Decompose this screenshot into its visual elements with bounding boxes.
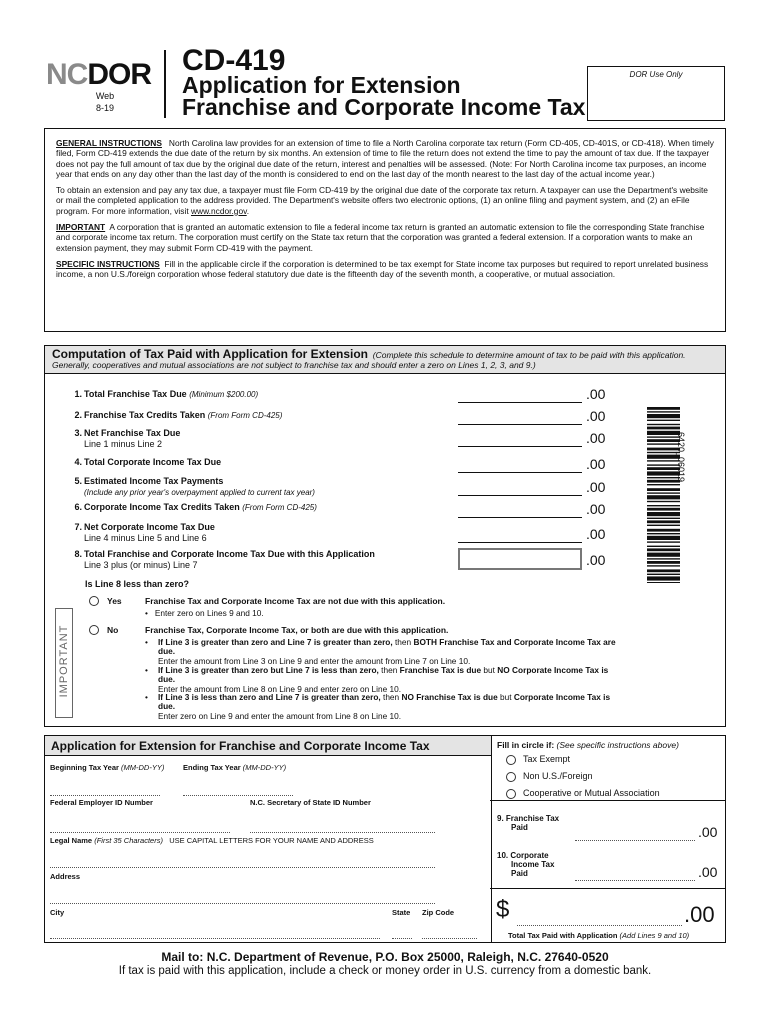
no-radio[interactable] <box>89 625 99 635</box>
line-number: 3. <box>74 428 82 438</box>
no-b3-instruction: Enter zero on Line 9 and enter the amount from Line 8 on Line 10. <box>158 710 402 721</box>
computation-note: (Complete this schedule to determine amount of tax to be paid with this application. Generally, cooperatives and mutual associations are not subject to franchise tax and should enter a zero on Lines 1, 2, 3, and 9.) <box>52 350 686 370</box>
line-number: 4. <box>74 457 82 467</box>
instructions-box <box>44 128 726 332</box>
line-text <box>84 549 375 571</box>
line10-num: 10. <box>497 851 509 860</box>
city-label <box>50 908 64 917</box>
barcode-number: 6420_06019 <box>676 432 686 483</box>
logo-nc: NC <box>46 58 88 91</box>
specific-heading: SPECIFIC INSTRUCTIONS <box>56 258 160 269</box>
line-2-amount-field[interactable] <box>458 412 582 425</box>
no-text: Franchise Tax, Corporate Income Tax, or both are due with this application. <box>145 625 449 635</box>
line-4-cents: .00 <box>586 456 606 472</box>
important-heading: IMPORTANT <box>56 222 106 233</box>
computation-heading: Computation of Tax Paid with Application for Extension <box>52 347 369 361</box>
address-label-text: Address <box>50 872 81 881</box>
important-instructions <box>56 222 714 253</box>
line8-amount-box[interactable] <box>458 548 582 570</box>
line-sub: Line 3 plus (or minus) Line 7 <box>84 560 198 570</box>
no-b3-result2: Corporate Income Tax is due. <box>158 692 611 712</box>
no-b2-but: but <box>483 665 495 675</box>
line9-amount-field[interactable] <box>575 830 695 841</box>
line-note: (From Form CD-425) <box>207 411 283 420</box>
line-5-amount-field[interactable] <box>458 483 582 496</box>
no-b1-instruction: Enter the amount from Line 3 on Line 9 and enter the amount from Line 7 on Line 10. <box>158 655 471 666</box>
line10-label <box>497 851 554 878</box>
line-text <box>84 522 215 544</box>
line-label: Franchise Tax Credits Taken <box>84 410 206 420</box>
dor-use-only-box <box>587 66 725 121</box>
line-8-cents: .00 <box>586 552 606 568</box>
entity-option-radio-2[interactable] <box>506 772 516 782</box>
important-sidebar <box>55 608 73 718</box>
line-7-cents: .00 <box>586 526 606 542</box>
fein-label <box>50 798 153 807</box>
ending-tax-year-field[interactable] <box>183 785 293 796</box>
no-b1-cond: If Line 3 is greater than zero and Line 7 is greater than zero, <box>158 637 393 647</box>
web-date: 8-19 <box>95 103 114 113</box>
line10-cents: .00 <box>698 864 718 880</box>
no-b2-result2: NO Corporate Income Tax is due. <box>158 665 609 685</box>
legal-name-label <box>50 836 374 845</box>
fill-divider <box>490 800 726 801</box>
dor-use-only-label: DOR Use Only <box>629 70 683 79</box>
yes-bullet: • Enter zero on Lines 9 and 10. <box>145 608 264 618</box>
line-3-amount-field[interactable] <box>458 434 582 447</box>
line-2-cents: .00 <box>586 408 606 424</box>
mail-to-address: Mail to: N.C. Department of Revenue, P.O. Box 25000, Raleigh, N.C. 27640-0520 <box>161 950 609 964</box>
line9-num: 9. <box>497 814 504 823</box>
zip-label-text: Zip Code <box>422 908 455 917</box>
form-title-line1: Application for Extension <box>182 72 461 98</box>
payment-note: If tax is paid with this application, include a check or money order in U.S. currency from a domestic bank. <box>118 965 652 977</box>
yes-label: Yes <box>107 596 122 606</box>
line-sub: Line 1 minus Line 2 <box>84 439 163 449</box>
logo-dor: DOR <box>87 58 152 91</box>
line-1-cents: .00 <box>586 386 606 402</box>
legal-name-label-text: Legal Name <box>50 836 93 845</box>
yes-bullet-text: Enter zero on Lines 9 and 10. <box>154 608 264 618</box>
line8-question: Is Line 8 less than zero? <box>85 579 190 589</box>
line-label: Net Franchise Tax Due <box>84 428 181 438</box>
state-label <box>392 908 410 917</box>
line-text <box>84 502 317 513</box>
begin-format: (MM-DD-YY) <box>121 763 165 772</box>
entity-option-radio-3[interactable] <box>506 789 516 799</box>
line-6-amount-field[interactable] <box>458 505 582 518</box>
city-field[interactable] <box>50 928 380 939</box>
important-sidebar-label: IMPORTANT <box>58 624 70 698</box>
obtain-instructions: To obtain an extension and pay any tax due, a taxpayer must file Form CD-419 by the original due date of the corporate tax return. A taxpayer can use the Department's website or mail the completed application to the address provided. The Department's website offers two electronic options, (1) an online filing and payment system, and (2) an eFile program. For more information, visit www.ncdor.gov. <box>56 185 708 216</box>
beginning-tax-year-label <box>50 763 164 772</box>
line-label: Net Corporate Income Tax Due <box>84 522 215 532</box>
line9-label <box>497 814 559 832</box>
line-6-cents: .00 <box>586 501 606 517</box>
line-number: 6. <box>74 502 82 512</box>
no-bullet-1: • If Line 3 is greater than zero and Line 7 is greater than zero, then BOTH Franchise Tax and Corporate Income Tax are due. Enter the amount from Line 3 on Line 9 and enter the amount from Line 7 on Line 10. <box>145 637 616 666</box>
no-b2-then: then <box>381 665 398 675</box>
line-text <box>84 410 282 421</box>
line9-label2: Paid <box>511 823 528 832</box>
specific-text: Fill in the applicable circle if the corporation is determined to be tax exempt for State income tax purposes but required to report unrelated business income, a non U.S./foreign corporation whose federal statutory due date is the fifteenth day of the seventh month, a cooperative, or mutual association. <box>56 258 709 280</box>
line-label: Total Franchise and Corporate Income Tax Due with this Application <box>84 549 375 559</box>
line9-label1: Franchise Tax <box>505 814 560 823</box>
no-b1-then: then <box>395 637 412 647</box>
end-format: (MM-DD-YY) <box>242 763 287 772</box>
no-b2-result: Franchise Tax is due <box>399 665 482 675</box>
line-text <box>84 457 221 468</box>
yes-radio[interactable] <box>89 596 99 606</box>
line-text <box>84 476 315 498</box>
general-instructions <box>56 138 714 179</box>
no-label: No <box>107 625 119 635</box>
zip-label <box>422 908 454 917</box>
beginning-tax-year-field[interactable] <box>50 785 160 796</box>
city-label-text: City <box>50 908 65 917</box>
state-field[interactable] <box>392 928 412 939</box>
entity-option-label-1: Tax Exempt <box>523 754 571 764</box>
end-label-text: Ending Tax Year <box>183 763 241 772</box>
general-heading: GENERAL INSTRUCTIONS <box>56 138 162 148</box>
line-text <box>84 428 180 450</box>
no-b3-but: but <box>500 692 512 702</box>
total-note: (Add Lines 9 and 10) <box>619 931 690 940</box>
address-label <box>50 872 80 881</box>
line10-amount-field[interactable] <box>575 870 695 881</box>
form-title-line2: Franchise and Corporate Income Tax <box>182 94 586 120</box>
zip-field[interactable] <box>422 928 477 939</box>
line-sub: Line 4 minus Line 5 and Line 6 <box>84 533 207 543</box>
line-label: Total Franchise Tax Due <box>84 389 187 399</box>
no-b3-then: then <box>383 692 400 702</box>
application-heading: Application for Extension for Franchise and Corporate Income Tax <box>45 736 491 756</box>
form-number: CD-419 <box>182 44 286 77</box>
line-5-cents: .00 <box>586 479 606 495</box>
specific-instructions <box>56 259 714 280</box>
header-divider <box>164 50 166 118</box>
sos-id-field[interactable] <box>250 822 435 833</box>
entity-option-radio-1[interactable] <box>506 755 516 765</box>
line-label: Total Corporate Income Tax Due <box>84 457 222 467</box>
line9-cents: .00 <box>698 824 718 840</box>
total-label <box>508 931 689 940</box>
total-label-text: Total Tax Paid with Application <box>508 931 618 940</box>
line-label: Corporate Income Tax Credits Taken <box>84 502 240 512</box>
no-b2-instruction: Enter the amount from Line 8 on Line 9 and enter zero on Line 10. <box>158 683 402 694</box>
no-bullet-3: • If Line 3 is less than zero and Line 7 is greater than zero, then NO Franchise Tax is due but Corporate Income Tax is due. Enter zero on Line 9 and enter the amount from Line 8 on Line 10. <box>145 692 611 721</box>
address-field[interactable] <box>50 893 435 904</box>
begin-label-text: Beginning Tax Year <box>50 763 119 772</box>
line-label: Estimated Income Tax Payments <box>84 476 224 486</box>
entity-option-label-2: Non U.S./Foreign <box>523 771 593 781</box>
fill-circle-heading <box>497 740 679 750</box>
entity-option-label-3: Cooperative or Mutual Association <box>523 788 660 798</box>
line-4-amount-field[interactable] <box>458 460 582 473</box>
legal-name-field[interactable] <box>50 857 435 868</box>
yes-text: Franchise Tax and Corporate Income Tax are not due with this application. <box>145 596 446 606</box>
line-note: (From Form CD-425) <box>242 503 317 512</box>
total-divider <box>490 888 726 889</box>
web-label: Web <box>95 91 115 101</box>
line-number: 1. <box>74 389 82 399</box>
no-b2-cond: If Line 3 is greater than zero but Line 7 is less than zero, <box>158 665 379 675</box>
website-link[interactable]: www.ncdor.gov <box>190 205 247 216</box>
fein-field[interactable] <box>50 822 230 833</box>
web-version <box>90 90 120 114</box>
line-3-cents: .00 <box>586 430 606 446</box>
line-text <box>84 389 258 400</box>
line-number: 5. <box>74 476 82 486</box>
caps-note: USE CAPITAL LETTERS FOR YOUR NAME AND ADDRESS <box>169 836 374 845</box>
fill-heading-text: Fill in circle if: <box>497 740 555 750</box>
state-label-text: State <box>392 908 411 917</box>
line-number: 8. <box>74 549 82 559</box>
no-bullet-2: • If Line 3 is greater than zero but Line 7 is less than zero, then Franchise Tax is due but NO Corporate Income Tax is due. Enter the amount from Line 8 on Line 9 and enter zero on Line 10. <box>145 665 609 694</box>
line10-label2: Income Tax <box>511 860 555 869</box>
ending-tax-year-label <box>183 763 286 772</box>
no-b3-cond: If Line 3 is less than zero and Line 7 is greater than zero, <box>158 692 381 702</box>
line-sub: (Include any prior year's overpayment applied to current tax year) <box>84 488 315 497</box>
sos-label-text: N.C. Secretary of State ID Number <box>250 798 371 807</box>
dollar-sign: $ <box>496 896 510 923</box>
line-1-amount-field[interactable] <box>458 390 582 403</box>
obtain-text: To obtain an extension and pay any tax due, a taxpayer must file Form CD-419 by the original due date of the corporate tax return. A taxpayer can use the Department's website or mail the completed application to the address provided. The Department's website offers two electronic options, (1) an online filing and payment system, and (2) an eFile program. For more information, visit <box>56 185 708 216</box>
fill-heading-note: (See specific instructions above) <box>556 740 679 750</box>
legal-name-note: (First 35 Characters) <box>94 836 163 845</box>
line-number: 2. <box>74 410 82 420</box>
no-b1-result: BOTH Franchise Tax and Corporate Income Tax are due. <box>158 637 616 657</box>
total-cents: .00 <box>684 902 715 927</box>
total-amount-field[interactable] <box>517 915 682 926</box>
line10-label1: Corporate <box>510 851 549 860</box>
important-text: A corporation that is granted an automatic extension to file a federal income tax return is granted an automatic extension to file the corresponding State franchise and corporate income tax return. The corporation must certify on the State tax return that the corporation was granted a federal extension. If a corporation wants to make an extension payment, they may submit Form CD-419 with the payment. <box>56 222 705 253</box>
line10-label3: Paid <box>511 869 528 878</box>
no-b3-result: NO Franchise Tax is due <box>401 692 498 702</box>
general-text: North Carolina law provides for an extension of time to file a North Carolina corporate tax return (Form CD-405, CD-401S, or CD-418). When timely filed, Form CD-419 extends the due date of the return by six months. An extension of time to file the return does not extend the time to pay the amount of tax due. If the taxpayer does not pay the full amount of tax due by the original due date of the return, interest and penalties will be assessed. (Note: For North Carolina income tax purposes, an income year that ends on any day other than the last day of the month is considered to end on the last day of the month nearest to the last day of the actual income year.) <box>56 138 714 179</box>
line-7-amount-field[interactable] <box>458 530 582 543</box>
fein-label-text: Federal Employer ID Number <box>50 798 153 807</box>
line-note: (Minimum $200.00) <box>189 390 259 399</box>
computation-header <box>45 346 725 374</box>
sos-id-label <box>250 798 371 807</box>
line-number: 7. <box>74 522 82 532</box>
ncdor-logo <box>46 58 151 92</box>
